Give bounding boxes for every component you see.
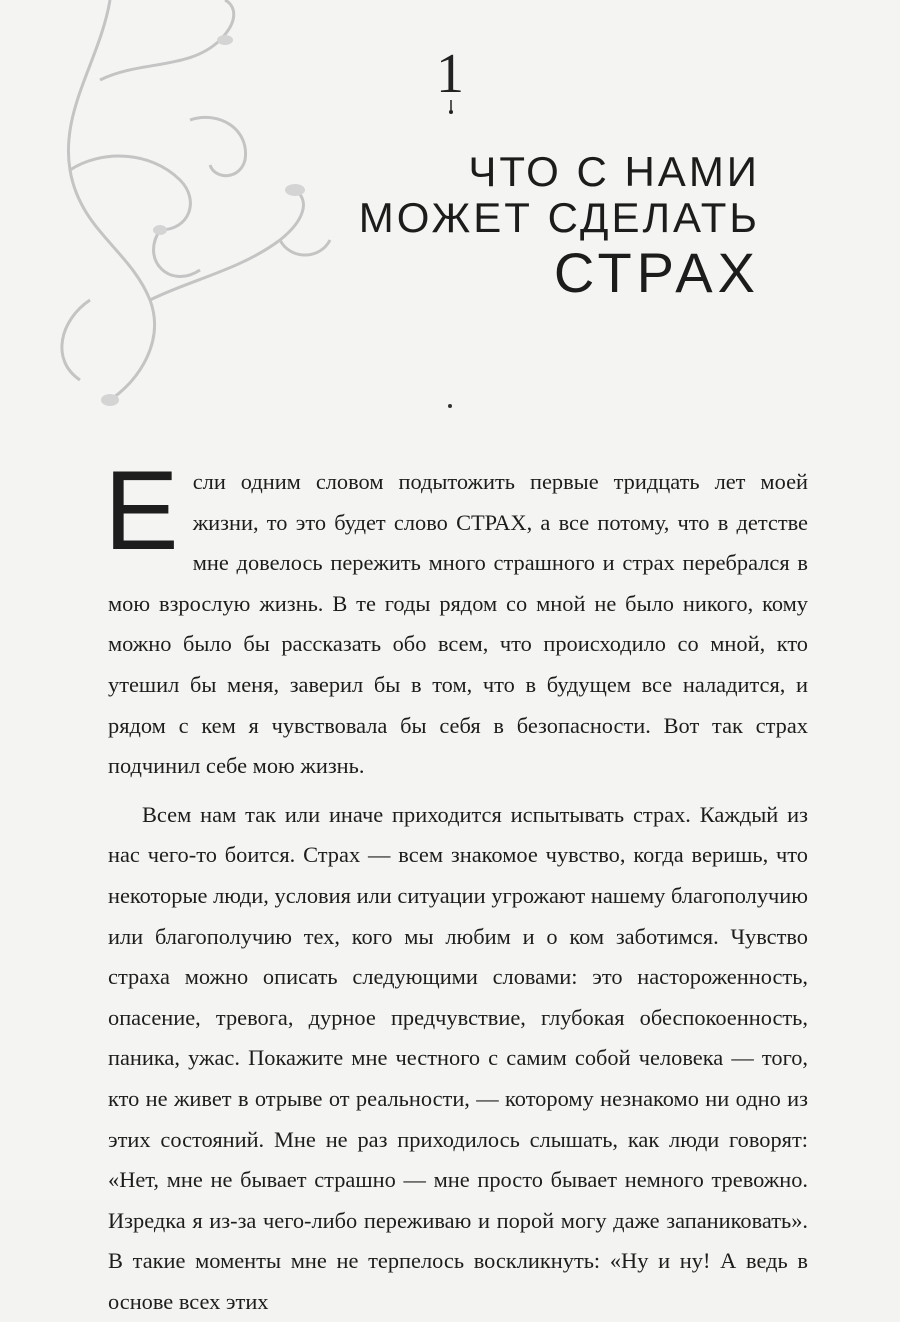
- paragraph-2: Всем нам так или иначе приходится испытывать страх. Каждый из нас чего-то боится. Страх — всем знакомое чувство, когда веришь, что некоторые люди, условия или ситуации угрожают нашему благополучию или благополучию тех, кого мы любим и о ком заботимся. Чувство страха можно описать следующими словами: это настороженность, опасение, тревога, дурное предчувствие, глубокая обеспокоенность, паника, ужас. Покажите мне честного с самим собой человека — того, кто не живет в отрыве от реальности, — которому незнакомо ни одно из этих состояний. Мне не раз приходилось слышать, как люди говорят: «Нет, мне не бывает страшно — мне просто бывает немного тревожно. Изредка я из-за чего-либо переживаю и порой могу даже запаниковать». В такие моменты мне не терпелось воскликнуть: «Ну и ну! А ведь в основе всех этих: [108, 801, 808, 1314]
- paragraph-1-text: сли одним словом подытожить первые тридцать лет моей жизни, то это будет слово СТРАХ, а все потому, что в детстве мне довелось пережить много страшного и страх перебрался в мою взрослую жизнь. В те годы рядом со мной не было никого, кому можно было бы рассказать обо всем, что происходило со мной, кто утешил бы меня, заверил бы в том, что в будущем все наладится, и рядом с кем я чувствовала бы себя в безопасности. Вот так страх подчинил себе мою жизнь.: [108, 469, 808, 779]
- chapter-title-line-1: ЧТО С НАМИ: [468, 148, 760, 195]
- drop-cap: Е: [104, 448, 179, 573]
- floral-ornament-icon: [40, 0, 360, 420]
- chapter-title-line-3: СТРАХ: [553, 241, 760, 304]
- chapter-body: [104, 448, 808, 1322]
- chapter-number: 1: [436, 43, 464, 105]
- chapter-title-line-2: МОЖЕТ СДЕЛАТЬ: [358, 194, 760, 241]
- separator-dot-icon: [448, 404, 452, 408]
- paragraph-1: [104, 448, 808, 787]
- chapter-divider-icon: [448, 100, 454, 114]
